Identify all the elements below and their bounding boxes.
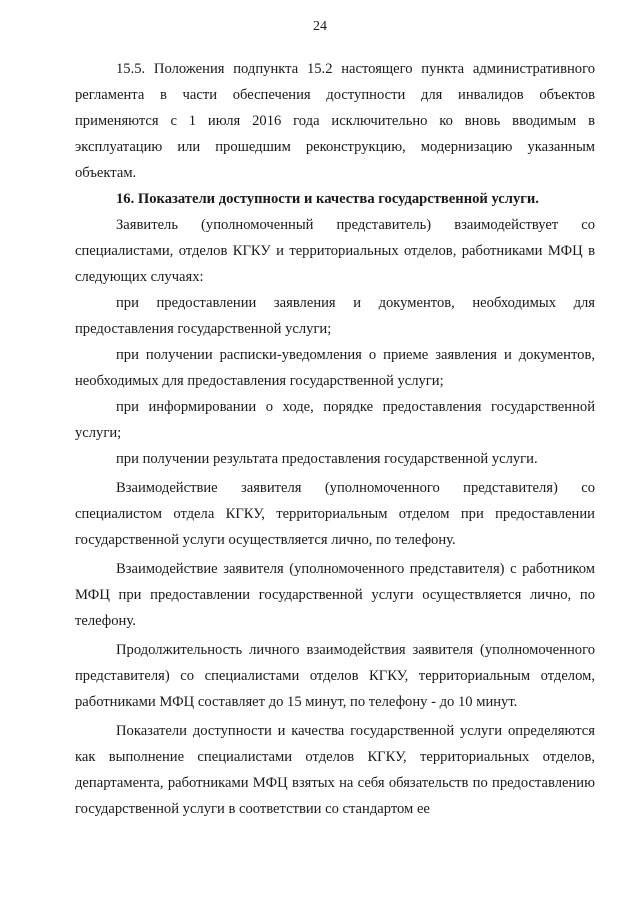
paragraph-case-informing: при информировании о ходе, порядке предоставления государственной услуги; [75, 399, 595, 441]
paragraph-duration: Продолжительность личного взаимодействия заявителя (уполномоченного представителя) со специалистами отделов КГКУ, территориальным отделом, работниками МФЦ составляет до 15 минут, по телефону - до 10 минут. [75, 642, 595, 710]
paragraph-case-submission: при предоставлении заявления и документов, необходимых для предоставления государственной услуги; [75, 295, 595, 337]
paragraph-interaction-kgku: Взаимодействие заявителя (уполномоченного представителя) со специалистом отдела КГКУ, территориальным отделом при предоставлении государственной услуги осуществляется лично, по телефону. [75, 480, 595, 548]
paragraph-case-result: при получении результата предоставления государственной услуги. [116, 451, 538, 467]
document-body [75, 56, 595, 822]
paragraph-15-5: 15.5. Положения подпункта 15.2 настоящего пункта административного регламента в части обеспечения доступности для инвалидов объектов применяются с 1 июля 2016 года исключительно ко вновь вводимым в эксплуатацию или прошедшим реконструкцию, модернизацию указанным объектам. [75, 61, 595, 181]
section-heading-16: 16. Показатели доступности и качества государственной услуги. [116, 191, 539, 207]
paragraph-interaction-mfc: Взаимодействие заявителя (уполномоченного представителя) с работником МФЦ при предоставлении государственной услуги осуществляется лично, по телефону. [75, 561, 595, 629]
page-number: 24 [313, 19, 327, 34]
paragraph-interaction-intro: Заявитель (уполномоченный представитель) взаимодействует со специалистами, отделов КГКУ и территориальных отделов, работниками МФЦ в следующих случаях: [75, 217, 595, 285]
paragraph-quality-indicators: Показатели доступности и качества государственной услуги определяются как выполнение специалистами отделов КГКУ, территориальных отделов, департамента, работниками МФЦ взятых на себя обязательств по предоставлению государственной услуги в соответствии со стандартом ее [75, 723, 595, 817]
paragraph-case-receipt: при получении расписки-уведомления о приеме заявления и документов, необходимых для предоставления государственной услуги; [75, 347, 595, 389]
